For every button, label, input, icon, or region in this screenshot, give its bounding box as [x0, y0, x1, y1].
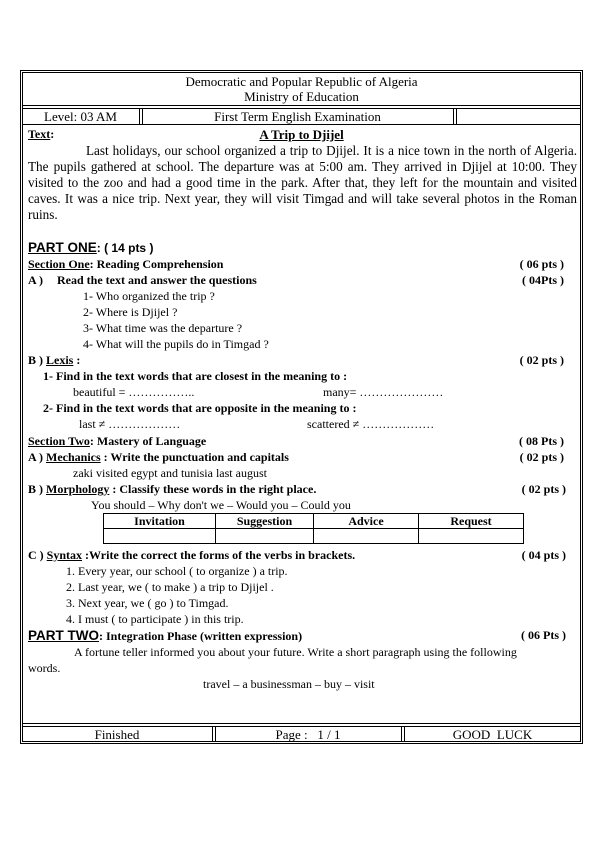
- morphology-words: You should – Why don't we – Would you – Could you: [91, 498, 351, 512]
- syntax-sentence-1: 1. Every year, our school ( to organize ) a trip.: [66, 564, 288, 578]
- column-advice: Advice: [314, 514, 419, 529]
- mechanics-sentence: zaki visited egypt and tunisia last august: [73, 466, 267, 480]
- footer-page: Page : 1 / 1: [275, 727, 341, 742]
- lexis-points: ( 02 pts ): [519, 353, 564, 367]
- part-two-words: travel – a businessman – buy – visit: [203, 677, 375, 691]
- lexis-question-2: 2- Find in the text words that are opposite in the meaning to :: [43, 401, 357, 415]
- part-one-heading: PART ONE: ( 14 pts ): [28, 240, 154, 255]
- section-two-heading: Section Two: Mastery of Language: [28, 434, 207, 448]
- footer-finished: Finished: [94, 727, 140, 742]
- exam-cell-divider: [453, 108, 457, 124]
- text-paragraph: Last holidays, our school organized a trip to Djijel. It is a nice town in the north of Algeria. The pupils gathered at school. The departure was at 5:00 am. They arrived in Djijel at 10:00. They visited to the zoo and had a good time in the park. After that, they left for the mountain and visited caves. It was a nice trip. Next year, they will visit Timgad and will take several photos in the Roman ruins.: [28, 143, 577, 222]
- syntax-sentence-2: 2. Last year, we ( to make ) a trip to Djijel .: [66, 580, 274, 594]
- syntax-heading: C ) Syntax :Write the correct the forms of the verbs in brackets.: [28, 548, 356, 562]
- morphology-points: ( 02 pts ): [521, 482, 566, 496]
- part-two-points: ( 06 Pts ): [521, 628, 566, 642]
- reading-points: ( 04Pts ): [522, 273, 564, 287]
- part-two-heading: PART TWO: Integration Phase (written expression): [28, 628, 303, 643]
- text-title: A Trip to Djijel: [259, 127, 344, 142]
- section-one-points: ( 06 pts ): [519, 257, 564, 271]
- answer-cell[interactable]: [216, 529, 314, 544]
- lexis-question-1: 1- Find in the text words that are closest in the meaning to :: [43, 369, 348, 383]
- answer-cell[interactable]: [419, 529, 524, 544]
- column-suggestion: Suggestion: [216, 514, 314, 529]
- question-1: 1- Who organized the trip ?: [83, 289, 215, 303]
- answer-cell[interactable]: [314, 529, 419, 544]
- lexis-beautiful: beautiful = ……………..: [73, 385, 195, 399]
- section-two-points: ( 08 Pts ): [519, 434, 564, 448]
- lexis-scattered: scattered ≠ ………………: [307, 417, 435, 431]
- header-ministry: Ministry of Education: [244, 89, 359, 104]
- column-invitation: Invitation: [104, 514, 216, 529]
- text-label: Text:: [28, 127, 55, 141]
- reading-instruction: A ) Read the text and answer the questions: [28, 273, 257, 287]
- question-3: 3- What time was the departure ?: [83, 321, 243, 335]
- section-one-heading: Section One: Reading Comprehension: [28, 257, 224, 271]
- column-request: Request: [419, 514, 524, 529]
- classification-table: [103, 513, 524, 544]
- footer-good-luck: GOOD LUCK: [452, 727, 533, 742]
- morphology-heading: B ) Morphology : Classify these words in the right place.: [28, 482, 317, 496]
- syntax-sentence-3: 3. Next year, we ( go ) to Timgad.: [66, 596, 229, 610]
- syntax-sentence-4: 4. I must ( to participate ) in this trip.: [66, 612, 244, 626]
- syntax-points: ( 04 pts ): [521, 548, 566, 562]
- lexis-last: last ≠ ………………: [79, 417, 181, 431]
- lexis-heading: B ) Lexis :: [28, 353, 81, 367]
- exam-title: First Term English Examination: [214, 109, 381, 124]
- header-country: Democratic and Popular Republic of Algeria: [185, 74, 418, 89]
- part-two-task: A fortune teller informed you about your future. Write a short paragraph using the following words.: [28, 645, 517, 675]
- level-label: Level: 03 AM: [44, 109, 117, 124]
- mechanics-points: ( 02 pts ): [519, 450, 564, 464]
- question-4: 4- What will the pupils do in Timgad ?: [83, 337, 269, 351]
- lexis-many: many= …………………: [323, 385, 444, 399]
- answer-cell[interactable]: [104, 529, 216, 544]
- question-2: 2- Where is Djijel ?: [83, 305, 178, 319]
- mechanics-heading: A ) Mechanics : Write the punctuation and capitals: [28, 450, 289, 464]
